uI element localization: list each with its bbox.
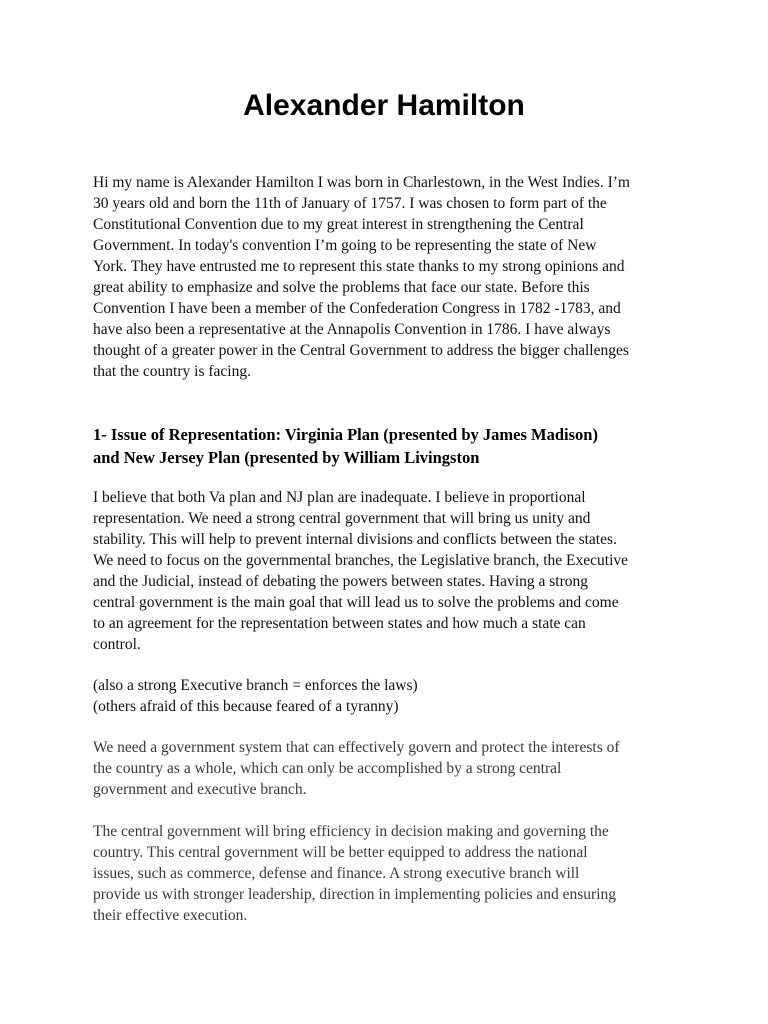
text-line: great ability to emphasize and solve the problems that face our state. Before this — [93, 279, 590, 296]
notes-paragraph — [93, 675, 683, 717]
text-line: thought of a greater power in the Central Government to address the bigger challenges — [93, 342, 629, 359]
text-line: the country as a whole, which can only be accomplished by a strong central — [93, 760, 562, 777]
text-line: country. This central government will be better equipped to address the national — [93, 844, 588, 861]
heading-line: 1- Issue of Representation: Virginia Plan (presented by James Madison) — [93, 425, 598, 444]
text-line: their effective execution. — [93, 907, 248, 924]
text-line: representation. We need a strong central government that will bring us unity and — [93, 510, 591, 527]
text-line: central government is the main goal that will lead us to solve the problems and come — [93, 594, 619, 611]
text-line: that the country is facing. — [93, 363, 251, 380]
text-line: issues, such as commerce, defense and finance. A strong executive branch will — [93, 865, 580, 882]
text-line: York. They have entrusted me to represent this state thanks to my strong opinions and — [93, 258, 625, 275]
text-line: have also been a representative at the Annapolis Convention in 1786. I have always — [93, 321, 611, 338]
text-line: and the Judicial, instead of debating the powers between states. Having a strong — [93, 573, 589, 590]
section-paragraph-1 — [93, 487, 683, 655]
text-line: 30 years old and born the 11th of January of 1757. I was chosen to form part of the — [93, 195, 607, 212]
section-paragraph-2 — [93, 737, 683, 800]
intro-paragraph — [93, 172, 683, 382]
text-line: Hi my name is Alexander Hamilton I was born in Charlestown, in the West Indies. I’m — [93, 174, 630, 191]
heading-line: and New Jersey Plan (presented by William Livingston — [93, 448, 480, 467]
section-heading — [93, 423, 683, 469]
text-line: provide us with stronger leadership, direction in implementing policies and ensuring — [93, 886, 617, 903]
text-line: government and executive branch. — [93, 781, 307, 798]
note-line: (others afraid of this because feared of a tyranny) — [93, 698, 399, 715]
text-line: stability. This will help to prevent internal divisions and conflicts between the states. — [93, 531, 617, 548]
text-line: The central government will bring efficiency in decision making and governing the — [93, 823, 609, 840]
text-line: Convention I have been a member of the Confederation Congress in 1782 -1783, and — [93, 300, 621, 317]
text-line: I believe that both Va plan and NJ plan are inadequate. I believe in proportional — [93, 489, 586, 506]
note-line: (also a strong Executive branch = enforces the laws) — [93, 677, 418, 694]
text-line: Constitutional Convention due to my great interest in strengthening the Central — [93, 216, 584, 233]
text-line: to an agreement for the representation between states and how much a state can — [93, 615, 586, 632]
text-line: Government. In today's convention I’m going to be representing the state of New — [93, 237, 597, 254]
text-line: We need a government system that can effectively govern and protect the interests of — [93, 739, 620, 756]
page-title: Alexander Hamilton — [243, 89, 525, 122]
text-line: control. — [93, 636, 141, 653]
text-line: We need to focus on the governmental branches, the Legislative branch, the Executive — [93, 552, 629, 569]
section-paragraph-3 — [93, 821, 683, 926]
